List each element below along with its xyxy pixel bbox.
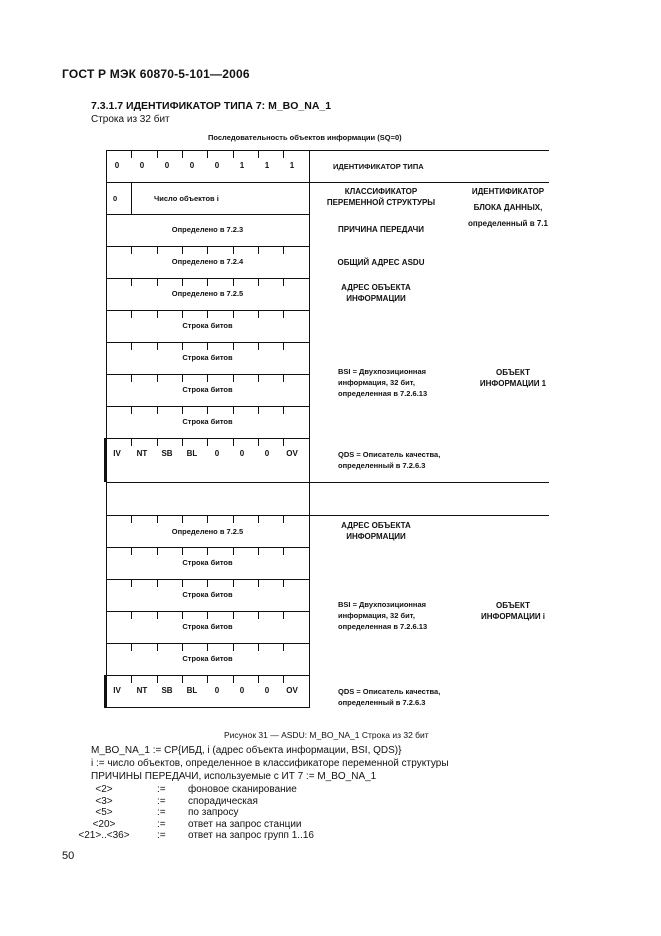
cause-code: <20> (92, 818, 116, 830)
bitstring-cell: Строка битов (182, 417, 233, 426)
cause-operator: := (157, 795, 166, 807)
qds-label-i: QDS = Описатель качества, определенный в 7.2.6.3 (338, 687, 441, 707)
formula-line-3: ПРИЧИНЫ ПЕРЕДАЧИ, используемые с ИТ 7 := M_BO_NA_1 (91, 771, 377, 782)
bitstring-cell: Строка битов (182, 590, 233, 599)
vsq-sq-bit: 0 (113, 194, 118, 203)
cause-operator: := (157, 818, 166, 830)
bitstring-cell: Строка битов (182, 622, 233, 631)
cause-operator: := (157, 830, 166, 842)
formula-line-1: M_BO_NA_1 := CP{ИБД, i (адрес объекта информации, BSI, QDS)} (91, 745, 402, 756)
bit-cell: NT (136, 686, 148, 695)
cause-description: ответ на запрос станции (188, 818, 302, 830)
ioa-cell-1: Определено в 7.2.5 (171, 289, 244, 298)
qds-label-1: QDS = Описатель качества, определенный в 7.2.6.3 (338, 450, 441, 470)
bit-cell: SB (161, 449, 173, 458)
cause-code: <5> (95, 807, 113, 819)
data-unit-identifier-label: ИДЕНТИФИКАТОР БЛОКА ДАННЫХ, определенный в 7.1 (468, 187, 548, 228)
cause-code: <2> (95, 784, 113, 795)
cause-description: ответ на запрос групп 1..16 (188, 830, 314, 842)
bsi-label-i: BSI = Двухпозиционная информация, 32 бит, определенная в 7.2.6.13 (338, 600, 428, 631)
cause-description: по запросу (188, 807, 239, 819)
cot-cell: Определено в 7.2.3 (171, 225, 244, 234)
vsq-label: КЛАССИФИКАТОР ПЕРЕМЕННОЙ СТРУКТУРЫ (326, 187, 436, 207)
document-header: ГОСТ Р МЭК 60870-5-101—2006 (62, 67, 250, 81)
bitstring-cell: Строка битов (182, 321, 233, 330)
cause-operator: := (157, 784, 166, 795)
cause-operator: := (157, 807, 166, 819)
ioa-cell-i: Определено в 7.2.5 (171, 527, 244, 536)
bit-cell: 0 (139, 161, 145, 170)
bit-cell: 0 (214, 686, 220, 695)
cause-code: <21>..<36> (78, 830, 130, 842)
object-label-i: ОБЪЕКТ ИНФОРМАЦИИ i (480, 601, 546, 621)
bsi-label-1: BSI = Двухпозиционная информация, 32 бит, определенная в 7.2.6.13 (338, 367, 428, 398)
bitstring-cell: Строка битов (182, 654, 233, 663)
bit-cell: BL (186, 686, 198, 695)
bit-cell: IV (113, 686, 121, 695)
bit-cell: 0 (239, 449, 245, 458)
bit-cell: 0 (189, 161, 195, 170)
section-subtitle: Строка из 32 бит (91, 114, 170, 125)
asdu-address-label: ОБЩИЙ АДРЕС ASDU (337, 258, 425, 267)
bit-cell: OV (286, 686, 298, 695)
section-title: 7.3.1.7 ИДЕНТИФИКАТОР ТИПА 7: M_BO_NA_1 (91, 100, 332, 112)
sequence-title: Последовательность объектов информации (SQ=0) (208, 133, 402, 142)
bit-cell: 0 (114, 161, 120, 170)
bit-cell: SB (161, 686, 173, 695)
bit-cell: OV (286, 449, 298, 458)
bitstring-cell: Строка битов (182, 385, 233, 394)
figure-caption: Рисунок 31 — ASDU: M_BO_NA_1 Строка из 32 бит (224, 730, 429, 740)
bit-cell: IV (113, 449, 121, 458)
bit-cell: NT (136, 449, 148, 458)
ioa-label-1: АДРЕС ОБЪЕКТА ИНФОРМАЦИИ (341, 283, 411, 303)
bit-cell: 0 (214, 449, 220, 458)
ioa-label-i: АДРЕС ОБЪЕКТА ИНФОРМАЦИИ (341, 521, 411, 541)
bit-cell: 0 (264, 686, 270, 695)
asdu-address-cell: Определено в 7.2.4 (171, 257, 244, 266)
bitstring-cell: Строка битов (182, 558, 233, 567)
bit-cell: 0 (214, 161, 220, 170)
vsq-count-label: Число объектов i (154, 194, 219, 203)
page-number: 50 (62, 850, 75, 862)
bit-cell: 0 (264, 449, 270, 458)
cot-label: ПРИЧИНА ПЕРЕДАЧИ (338, 225, 424, 234)
cause-description: спорадическая (188, 795, 258, 807)
bit-cell: 0 (164, 161, 170, 170)
bit-cell: 0 (239, 686, 245, 695)
cause-code: <3> (95, 795, 113, 807)
cause-description: фоновое сканирование (188, 784, 297, 795)
formula-line-2: i := число объектов, определенное в классификаторе переменной структуры (91, 758, 449, 769)
bit-cell: BL (186, 449, 198, 458)
bit-cell: 1 (239, 161, 245, 170)
bit-cell: 1 (264, 161, 270, 170)
bit-cell: 1 (289, 161, 295, 170)
type-id-label: ИДЕНТИФИКАТОР ТИПА (333, 162, 424, 171)
object-label-1: ОБЪЕКТ ИНФОРМАЦИИ 1 (479, 368, 547, 388)
bitstring-cell: Строка битов (182, 353, 233, 362)
